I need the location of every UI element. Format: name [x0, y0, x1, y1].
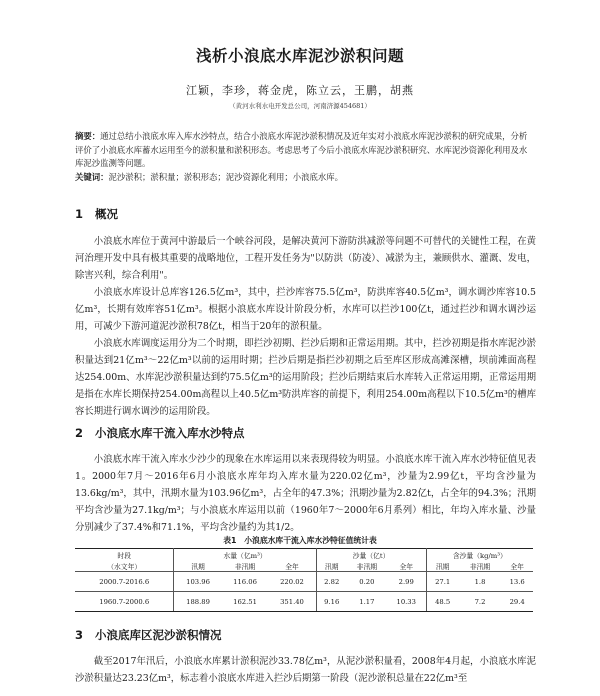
data-table	[75, 548, 533, 612]
cell-sediment-nonflood: 0.20	[347, 572, 387, 592]
cell-conc-nonflood: 1.8	[459, 572, 502, 592]
subheader-flood: 汛期	[324, 562, 339, 571]
cell-conc-flood: 48.5	[426, 592, 459, 612]
table-caption: 表1 小浪底水库干流入库水沙特征值统计表	[223, 536, 377, 545]
section-number: 3	[75, 628, 84, 642]
section-title: 小浪底水库干流入库水沙特点	[95, 426, 245, 440]
cell-water-year: 220.02	[268, 572, 316, 592]
table-row	[75, 592, 533, 612]
subheader-nonflood: 非汛期	[356, 562, 378, 571]
cell-water-flood: 188.89	[174, 592, 222, 612]
cell-conc-year: 29.4	[501, 592, 533, 612]
section-heading-1	[75, 206, 118, 222]
cell-conc-year: 13.6	[501, 572, 533, 592]
subheader-year: 全年	[387, 560, 426, 572]
subheader-year: 全年	[510, 562, 524, 571]
section-title: 小浪底库区泥沙淤积情况	[95, 628, 222, 642]
cell-water-nonflood: 162.51	[222, 592, 269, 612]
cell-period: 1960.7-2000.6	[75, 592, 174, 612]
section-number: 2	[75, 426, 84, 440]
header-water: 水量（亿m³）	[174, 549, 316, 561]
keywords-label: 关键词：	[75, 171, 109, 182]
keywords	[75, 171, 535, 185]
subheader-flood: 汛期	[191, 562, 205, 571]
header-period: 时段	[75, 549, 174, 561]
cell-sediment-flood: 9.16	[316, 592, 347, 612]
cell-sediment-year: 10.33	[387, 592, 426, 612]
cell-sediment-year: 2.99	[387, 572, 426, 592]
table-header-row	[75, 549, 533, 561]
section-number: 1	[75, 207, 84, 221]
cell-conc-nonflood: 7.2	[459, 592, 502, 612]
subheader-nonflood: 非汛期	[469, 562, 491, 571]
abstract	[75, 130, 535, 171]
cell-period: 2000.7-2016.6	[75, 572, 174, 592]
subheader-flood: 汛期	[435, 562, 450, 571]
subheader-year: 全年	[268, 560, 316, 572]
section-3-paragraph-1: 截至2017年汛后，小浪底水库累计淤积泥沙33.78亿m³，从泥沙淤积量看，2008年4月起，小浪底水库泥沙淤积量达23.23亿m³，标志着小浪底水库进入拦沙后期第一阶段（泥沙淤积总量在22亿m³至	[75, 656, 536, 684]
section-1-paragraph-1: 小浪底水库位于黄河中游最后一个峡谷河段，是解决黄河下游防洪减淤等问题不可替代的关键性工程，在黄河治理开发中具有极其重要的战略地位，工程开发任务为"以防洪（防凌）、减淤为主，兼顾供水、灌溉、发电，除害兴利，综合利用"。	[75, 236, 536, 281]
abstract-block	[75, 130, 535, 184]
section-1-paragraph-3: 小浪底水库调度运用分为二个时期，即拦沙初期、拦沙后期和正常运用期。其中，拦沙初期是指水库泥沙淤积量达到21亿m³～22亿m³以前的运用时期；拦沙后期是指拦沙初期之后至库区形成高滩深槽，坝前滩面高程达254.00m、水库泥沙淤积量达到约75.5亿m³的运用阶段；拦沙后期结束后水库转入正常运用期，正常运用期是指在水库长期保持254.00m高程以上40.5亿m³防洪库容的前提下，利用254.00m高程以下10.5亿m³的槽库容长期进行调水调沙的运用阶段。	[75, 338, 536, 417]
cell-water-nonflood: 116.06	[222, 572, 269, 592]
cell-water-flood: 103.96	[174, 572, 222, 592]
section-title: 概况	[95, 207, 118, 221]
author-list: 江颖，李珍，蒋金虎，陈立云，王鹏，胡燕	[186, 84, 414, 97]
author-affiliation: （黄河水利水电开发总公司，河南济源454681）	[229, 102, 371, 110]
cell-water-year: 351.40	[268, 592, 316, 612]
cell-conc-flood: 27.1	[426, 572, 459, 592]
abstract-label: 摘要：	[75, 131, 101, 141]
section-2-paragraph-1: 小浪底水库干流入库水少沙少的现象在水库运用以来表现得较为明显。小浪底水库干流入库水沙特征值见表1。2000年7月～2016年6月小浪底水库年均入库水量为220.02亿m³，沙量为2.99亿t，平均含沙量为13.6kg/m³，其中，汛期水量为103.96亿m³，占全年的47.3%；汛期沙量为2.82亿t，占全年的94.3%；汛期平均含沙量为27.1kg/m³；与小浪底水库运用以前（1960年7～2000年6月系列）相比，年均入库水量、沙量分别减少了37.4%和71.1%，平均含沙量约为其1/2。	[75, 454, 536, 533]
section-heading-2	[75, 425, 245, 441]
header-period-sub: （水文年）	[75, 560, 174, 572]
abstract-text: 通过总结小浪底水库入库水沙特点，结合小浪底水库泥沙淤积情况及近年实对小浪底水库泥沙淤积的研究成果，分析评价了小浪底水库蓄水运用至今的淤积量和淤积形态。考虑思考了今后小浪底水库泥沙淤积研究、水库泥沙资源化利用及水库泥沙监测等问题。	[75, 131, 528, 169]
section-1-paragraph-2: 小浪底水库设计总库容126.5亿m³，其中，拦沙库容75.5亿m³，防洪库容40.5亿m³，调水调沙库容10.5亿m³，长期有效库容51亿m³。根据小浪底水库设计阶段分析，水库可以拦沙100亿t，通过拦沙和调水调沙运用，可减少下游河道泥沙淤积78亿t，相当于20年的淤积量。	[75, 287, 536, 332]
paper-title: 浅析小浪底水库泥沙淤积问题	[195, 47, 404, 65]
header-sediment: 沙量（亿t）	[316, 549, 426, 561]
table-row	[75, 572, 533, 592]
cell-sediment-flood: 2.82	[316, 572, 347, 592]
header-concentration: 含沙量（kg/m³）	[426, 549, 533, 561]
section-heading-3	[75, 627, 222, 643]
cell-sediment-nonflood: 1.17	[347, 592, 387, 612]
subheader-nonflood: 非汛期	[234, 562, 256, 571]
table-subheader-row	[75, 560, 533, 572]
keywords-text: 泥沙淤积；淤积量；淤积形态；泥沙资源化利用；小浪底水库。	[108, 171, 343, 182]
